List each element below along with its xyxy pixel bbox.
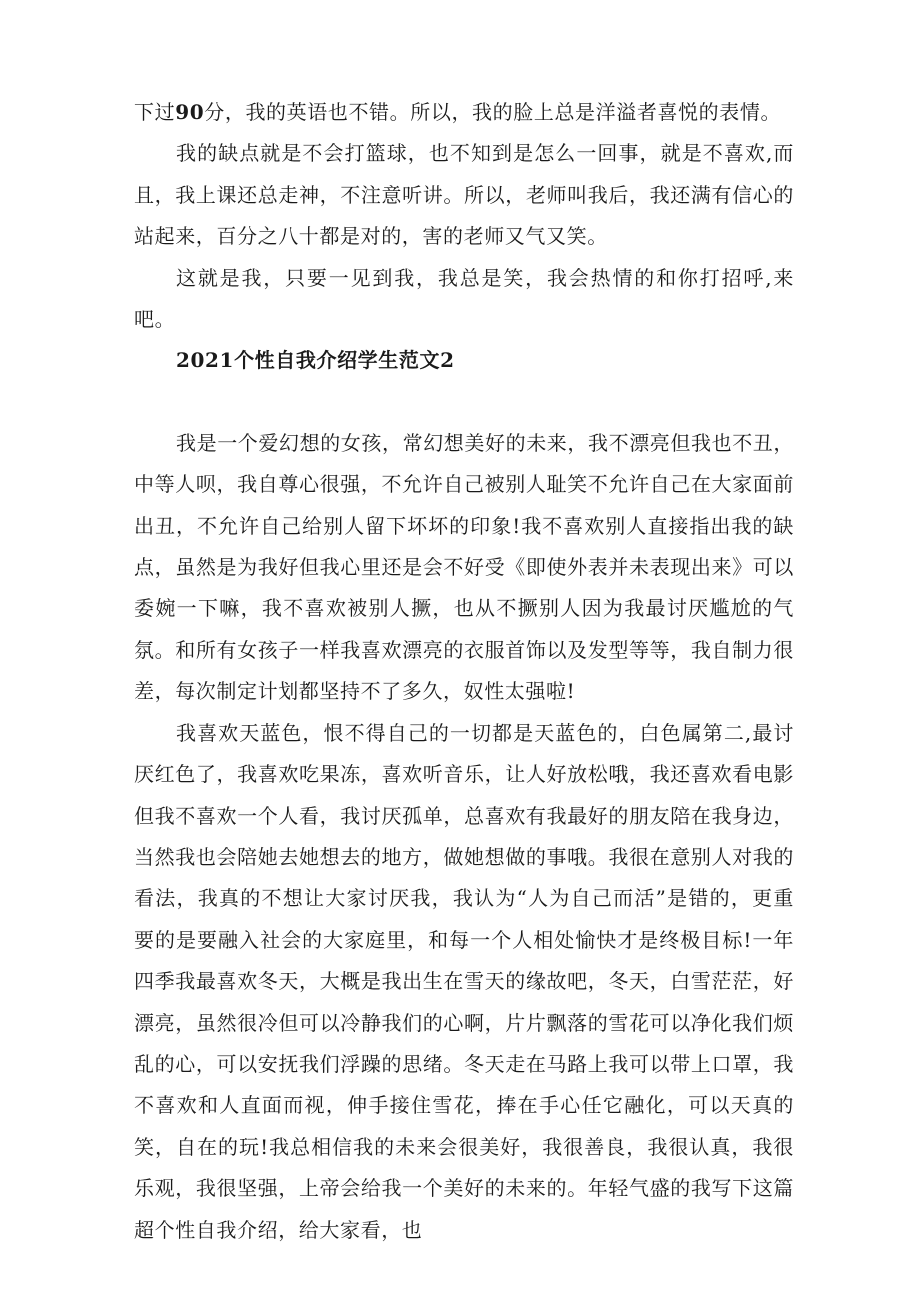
shortcomings-paragraph: 我的缺点就是不会打篮球，也不知到是怎么一回事，就是不喜欢,而且，我上课还总走神，不注意听讲。所以，老师叫我后，我还满有信心的站起来，百分之八十都是对的，害的老师又气又笑。 — [134, 141, 794, 249]
closing-paragraph: 这就是我，只要一见到我，我总是笑，我会热情的和你打招呼,来吧。 — [134, 265, 794, 332]
section-heading: 2021个性自我介绍学生范文2 — [176, 348, 455, 373]
continuation-paragraph — [134, 92, 794, 133]
heading-spacer — [134, 382, 794, 423]
document-body — [134, 92, 794, 1251]
score-number: 90 — [175, 100, 205, 124]
self-description-paragraph: 我是一个爱幻想的女孩，常幻想美好的未来，我不漂亮但我也不丑，中等人呗，我自尊心很强，不允许自己被别人耻笑不允许自己在大家面前出丑，不允许自己给别人留下坏坏的印象!我不喜欢别人直接指出我的缺点，虽然是为我好但我心里还是会不好受《即使外表并未表现出来》可以委婉一下嘛，我不喜欢被别人撅，也从不撅别人因为我最讨厌尴尬的气氛。和所有女孩子一样我喜欢漂亮的衣服首饰以及发型等等，我自制力很差，每次制定计划都坚持不了多久，奴性太强啦! — [134, 430, 794, 704]
continuation-tail-text: 分，我的英语也不错。所以，我的脸上总是洋溢者喜悦的表情。 — [204, 100, 782, 124]
preferences-paragraph: 我喜欢天蓝色，恨不得自己的一切都是天蓝色的，白色属第二,最讨厌红色了，我喜欢吃果冻，喜欢听音乐，让人好放松哦，我还喜欢看电影但我不喜欢一个人看，我讨厌孤单，总喜欢有我最好的朋友陪在我身边，当然我也会陪她去她想去的地方，做她想做的事哦。我很在意别人对我的看法，我真的不想让大家讨厌我，我认为“人为自己而活”是错的，更重要的是要融入社会的大家庭里，和每一个人相处愉快才是终极目标!一年四季我最喜欢冬天，大概是我出生在雪天的缘故吧，冬天，白雪茫茫，好漂亮，虽然很冷但可以冷静我们的心啊，片片飘落的雪花可以净化我们烦乱的心，可以安抚我们浮躁的思绪。冬天走在马路上我可以带上口罩，我不喜欢和人直面而视，伸手接住雪花，捧在手心任它融化，可以天真的笑，自在的玩!我总相信我的未来会很美好，我很善良，我很认真，我很乐观，我很坚强，上帝会给我一个美好的未来的。年轻气盛的我写下这篇超个性自我介绍，给大家看，也 — [134, 720, 794, 1242]
continuation-lead-text: 下过 — [134, 100, 176, 124]
